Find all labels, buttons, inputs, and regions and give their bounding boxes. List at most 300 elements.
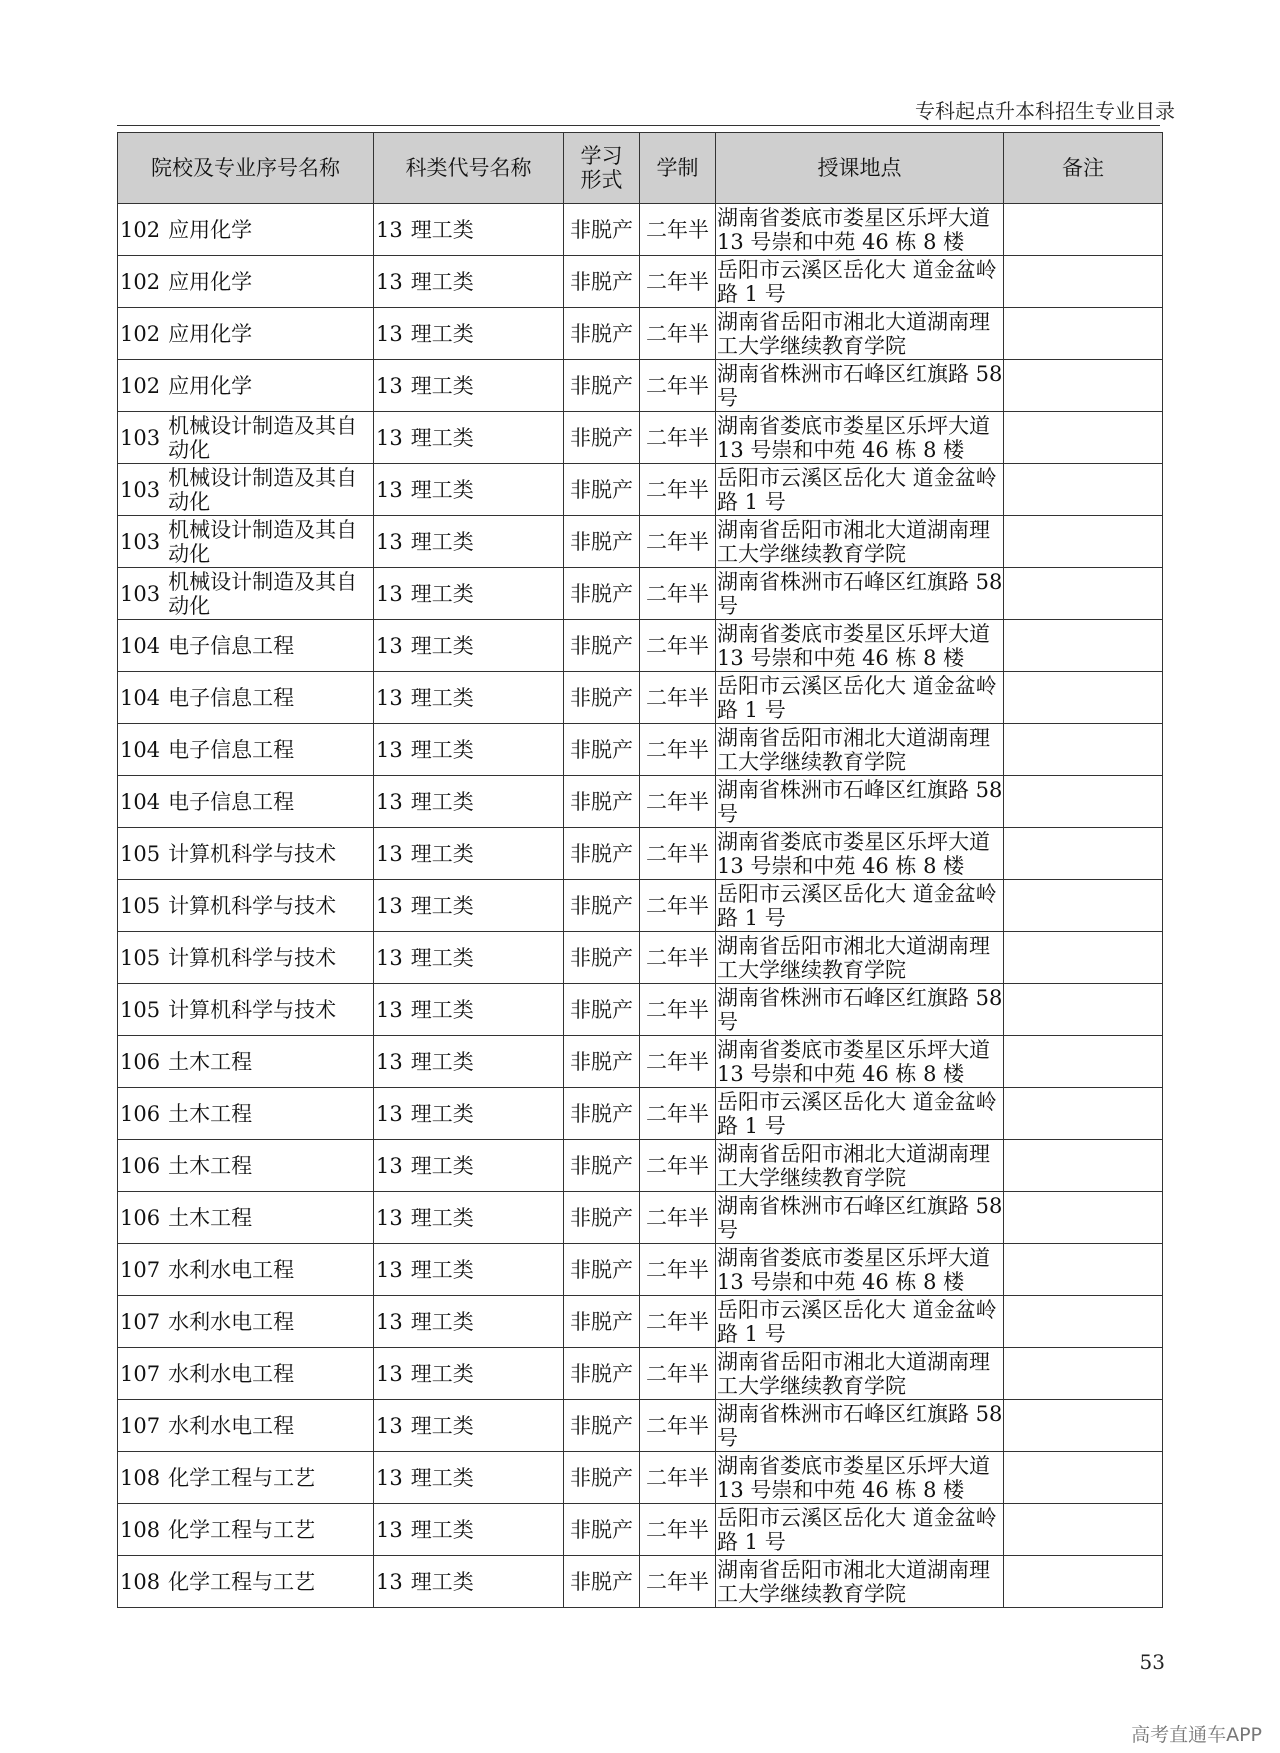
duration: 二年半 [646, 217, 709, 242]
page-header-title: 专科起点升本科招生专业目录 [915, 99, 1175, 123]
duration: 二年半 [646, 789, 709, 814]
major-cell [118, 1452, 374, 1504]
category-cell [374, 308, 564, 360]
table-row [118, 464, 1163, 516]
major-cell [118, 724, 374, 776]
major-name: 应用化学 [168, 217, 253, 242]
major-cell [118, 1348, 374, 1400]
table-row [118, 360, 1163, 412]
study-form-cell [564, 620, 640, 672]
note-cell [1004, 1348, 1163, 1400]
location-cell [716, 776, 1004, 828]
duration: 二年半 [646, 321, 709, 346]
major-number: 107 [120, 1413, 161, 1438]
location: 湖南省株洲市石峰区红旗路 58 号 [717, 1401, 1003, 1450]
category-name: 理工类 [410, 1153, 474, 1178]
major-number: 105 [120, 997, 161, 1022]
major-number: 107 [120, 1361, 161, 1386]
major-name: 计算机科学与技术 [168, 945, 337, 970]
study-form: 非脱产 [570, 841, 633, 866]
category-code: 13 [376, 1049, 403, 1074]
category-code: 13 [376, 1101, 403, 1126]
category-name: 理工类 [410, 1257, 474, 1282]
table-header-row [118, 133, 1163, 204]
duration-cell [640, 1088, 716, 1140]
major-name: 机械设计制造及其自动化 [168, 569, 358, 618]
category-cell [374, 256, 564, 308]
location: 湖南省娄底市娄星区乐坪大道 13 号崇和中苑 46 栋 8 楼 [717, 1453, 990, 1502]
location: 岳阳市云溪区岳化大 道金盆岭路 1 号 [717, 673, 997, 722]
study-form-cell [564, 984, 640, 1036]
major-cell [118, 620, 374, 672]
major-name: 应用化学 [168, 269, 253, 294]
location: 岳阳市云溪区岳化大 道金盆岭路 1 号 [717, 1505, 997, 1554]
category-cell [374, 412, 564, 464]
category-code: 13 [376, 1205, 403, 1230]
duration: 二年半 [646, 1413, 709, 1438]
major-name: 水利水电工程 [168, 1413, 295, 1438]
category-name: 理工类 [410, 945, 474, 970]
location: 湖南省岳阳市湘北大道湖南理工大学继续教育学院 [717, 517, 990, 566]
category-name: 理工类 [410, 529, 474, 554]
major-number: 108 [120, 1465, 161, 1490]
major-cell [118, 1036, 374, 1088]
note-cell [1004, 1192, 1163, 1244]
column-header-location: 授课地点 [716, 133, 1004, 204]
category-cell [374, 1192, 564, 1244]
study-form-cell [564, 516, 640, 568]
study-form: 非脱产 [570, 1049, 633, 1074]
category-code: 13 [376, 685, 403, 710]
location-cell [716, 880, 1004, 932]
category-name: 理工类 [410, 633, 474, 658]
category-cell [374, 1244, 564, 1296]
major-number: 107 [120, 1309, 161, 1334]
major-cell [118, 1088, 374, 1140]
major-name: 电子信息工程 [168, 633, 295, 658]
note-cell [1004, 1504, 1163, 1556]
category-cell [374, 1452, 564, 1504]
category-code: 13 [376, 217, 403, 242]
location-cell [716, 308, 1004, 360]
major-number: 106 [120, 1205, 161, 1230]
duration-cell [640, 464, 716, 516]
study-form-cell [564, 672, 640, 724]
major-number: 102 [120, 269, 161, 294]
category-cell [374, 1036, 564, 1088]
duration: 二年半 [646, 1049, 709, 1074]
category-cell [374, 1556, 564, 1608]
major-cell [118, 308, 374, 360]
major-name: 土木工程 [168, 1049, 253, 1074]
note-cell [1004, 776, 1163, 828]
location: 湖南省岳阳市湘北大道湖南理工大学继续教育学院 [717, 1349, 990, 1398]
category-name: 理工类 [410, 269, 474, 294]
category-cell [374, 464, 564, 516]
category-cell [374, 360, 564, 412]
major-number: 103 [120, 581, 161, 606]
study-form-cell [564, 1296, 640, 1348]
study-form: 非脱产 [570, 789, 633, 814]
category-cell [374, 568, 564, 620]
major-cell [118, 256, 374, 308]
duration-cell [640, 828, 716, 880]
table-row [118, 568, 1163, 620]
major-cell [118, 880, 374, 932]
location-cell [716, 984, 1004, 1036]
location: 湖南省娄底市娄星区乐坪大道 13 号崇和中苑 46 栋 8 楼 [717, 1245, 990, 1294]
category-cell [374, 620, 564, 672]
major-name: 化学工程与工艺 [168, 1465, 316, 1490]
study-form: 非脱产 [570, 1309, 633, 1334]
duration: 二年半 [646, 945, 709, 970]
major-cell [118, 568, 374, 620]
duration: 二年半 [646, 841, 709, 866]
duration: 二年半 [646, 1465, 709, 1490]
note-cell [1004, 1556, 1163, 1608]
major-number: 108 [120, 1569, 161, 1594]
duration: 二年半 [646, 685, 709, 710]
major-cell [118, 1244, 374, 1296]
table-row [118, 308, 1163, 360]
category-name: 理工类 [410, 1205, 474, 1230]
study-form: 非脱产 [570, 893, 633, 918]
duration-cell [640, 1140, 716, 1192]
watermark: 高考直通车APP [1131, 1724, 1262, 1746]
study-form: 非脱产 [570, 477, 633, 502]
study-form: 非脱产 [570, 321, 633, 346]
note-cell [1004, 724, 1163, 776]
location-cell [716, 932, 1004, 984]
major-cell [118, 828, 374, 880]
duration: 二年半 [646, 737, 709, 762]
location-cell [716, 1452, 1004, 1504]
category-cell [374, 516, 564, 568]
major-number: 104 [120, 789, 161, 814]
location-cell [716, 360, 1004, 412]
major-cell [118, 1140, 374, 1192]
major-name: 应用化学 [168, 373, 253, 398]
duration: 二年半 [646, 1517, 709, 1542]
major-name: 计算机科学与技术 [168, 841, 337, 866]
category-cell [374, 1296, 564, 1348]
note-cell [1004, 880, 1163, 932]
category-name: 理工类 [410, 1361, 474, 1386]
location: 湖南省岳阳市湘北大道湖南理工大学继续教育学院 [717, 309, 990, 358]
study-form-cell [564, 464, 640, 516]
study-form: 非脱产 [570, 737, 633, 762]
category-name: 理工类 [410, 685, 474, 710]
duration: 二年半 [646, 373, 709, 398]
major-name: 电子信息工程 [168, 789, 295, 814]
location: 湖南省娄底市娄星区乐坪大道 13 号崇和中苑 46 栋 8 楼 [717, 413, 990, 462]
duration-cell [640, 672, 716, 724]
location-cell [716, 516, 1004, 568]
major-number: 105 [120, 945, 161, 970]
location: 湖南省岳阳市湘北大道湖南理工大学继续教育学院 [717, 1141, 990, 1190]
major-number: 102 [120, 321, 161, 346]
category-name: 理工类 [410, 737, 474, 762]
category-code: 13 [376, 737, 403, 762]
study-form-cell [564, 1348, 640, 1400]
study-form-cell [564, 1556, 640, 1608]
study-form: 非脱产 [570, 373, 633, 398]
table-row [118, 932, 1163, 984]
column-header-study-form: 学习形式 [564, 133, 640, 204]
duration: 二年半 [646, 529, 709, 554]
study-form: 非脱产 [570, 1153, 633, 1178]
major-cell [118, 672, 374, 724]
duration-cell [640, 880, 716, 932]
study-form: 非脱产 [570, 269, 633, 294]
duration-cell [640, 1036, 716, 1088]
major-name: 机械设计制造及其自动化 [168, 413, 358, 462]
note-cell [1004, 360, 1163, 412]
category-name: 理工类 [410, 373, 474, 398]
duration-cell [640, 984, 716, 1036]
study-form: 非脱产 [570, 1101, 633, 1126]
note-cell [1004, 620, 1163, 672]
study-form-cell [564, 568, 640, 620]
table-row [118, 828, 1163, 880]
major-number: 102 [120, 217, 161, 242]
major-catalog-table [117, 132, 1163, 1608]
category-code: 13 [376, 841, 403, 866]
location-cell [716, 672, 1004, 724]
note-cell [1004, 828, 1163, 880]
table-row [118, 672, 1163, 724]
category-name: 理工类 [410, 997, 474, 1022]
note-cell [1004, 204, 1163, 256]
major-number: 104 [120, 633, 161, 658]
category-code: 13 [376, 529, 403, 554]
table-row [118, 256, 1163, 308]
location-cell [716, 1556, 1004, 1608]
category-cell [374, 672, 564, 724]
table-row [118, 1452, 1163, 1504]
location: 湖南省株洲市石峰区红旗路 58 号 [717, 985, 1003, 1034]
location: 湖南省株洲市石峰区红旗路 58 号 [717, 569, 1003, 618]
duration: 二年半 [646, 997, 709, 1022]
category-name: 理工类 [410, 789, 474, 814]
duration: 二年半 [646, 1569, 709, 1594]
table-row [118, 1348, 1163, 1400]
major-name: 水利水电工程 [168, 1257, 295, 1282]
location-cell [716, 1348, 1004, 1400]
major-name: 土木工程 [168, 1205, 253, 1230]
table-row [118, 984, 1163, 1036]
major-name: 电子信息工程 [168, 737, 295, 762]
location-cell [716, 620, 1004, 672]
study-form-cell [564, 1504, 640, 1556]
location-cell [716, 828, 1004, 880]
location: 岳阳市云溪区岳化大 道金盆岭路 1 号 [717, 257, 997, 306]
major-name: 应用化学 [168, 321, 253, 346]
table-row [118, 1036, 1163, 1088]
duration-cell [640, 620, 716, 672]
table-row [118, 1192, 1163, 1244]
location-cell [716, 1192, 1004, 1244]
location: 岳阳市云溪区岳化大 道金盆岭路 1 号 [717, 465, 997, 514]
study-form-cell [564, 204, 640, 256]
category-name: 理工类 [410, 1569, 474, 1594]
location-cell [716, 1244, 1004, 1296]
location: 湖南省株洲市石峰区红旗路 58 号 [717, 777, 1003, 826]
duration: 二年半 [646, 1309, 709, 1334]
table-row [118, 1400, 1163, 1452]
major-name: 计算机科学与技术 [168, 893, 337, 918]
duration-cell [640, 412, 716, 464]
category-code: 13 [376, 1257, 403, 1282]
study-form-cell [564, 724, 640, 776]
major-cell [118, 412, 374, 464]
category-code: 13 [376, 945, 403, 970]
study-form-cell [564, 880, 640, 932]
location-cell [716, 464, 1004, 516]
duration: 二年半 [646, 425, 709, 450]
location-cell [716, 256, 1004, 308]
note-cell [1004, 1400, 1163, 1452]
table-body [118, 204, 1163, 1608]
note-cell [1004, 1296, 1163, 1348]
column-header-category: 科类代号名称 [374, 133, 564, 204]
column-header-major: 院校及专业序号名称 [118, 133, 374, 204]
major-number: 102 [120, 373, 161, 398]
duration: 二年半 [646, 633, 709, 658]
study-form-cell [564, 828, 640, 880]
major-name: 机械设计制造及其自动化 [168, 517, 358, 566]
study-form: 非脱产 [570, 1361, 633, 1386]
location: 湖南省岳阳市湘北大道湖南理工大学继续教育学院 [717, 725, 990, 774]
table-row [118, 880, 1163, 932]
category-cell [374, 828, 564, 880]
duration: 二年半 [646, 269, 709, 294]
note-cell [1004, 1452, 1163, 1504]
duration-cell [640, 724, 716, 776]
location-cell [716, 1504, 1004, 1556]
category-cell [374, 1140, 564, 1192]
category-name: 理工类 [410, 1413, 474, 1438]
table-row [118, 776, 1163, 828]
study-form-cell [564, 776, 640, 828]
header-rule [117, 125, 1160, 126]
location-cell [716, 1140, 1004, 1192]
duration: 二年半 [646, 1101, 709, 1126]
duration-cell [640, 308, 716, 360]
major-cell [118, 1296, 374, 1348]
study-form: 非脱产 [570, 1569, 633, 1594]
study-form-cell [564, 1036, 640, 1088]
category-code: 13 [376, 1153, 403, 1178]
major-cell [118, 932, 374, 984]
category-code: 13 [376, 269, 403, 294]
major-cell [118, 464, 374, 516]
note-cell [1004, 672, 1163, 724]
category-cell [374, 1400, 564, 1452]
category-code: 13 [376, 893, 403, 918]
location: 湖南省娄底市娄星区乐坪大道 13 号崇和中苑 46 栋 8 楼 [717, 205, 990, 254]
major-cell [118, 776, 374, 828]
location: 岳阳市云溪区岳化大 道金盆岭路 1 号 [717, 1089, 997, 1138]
category-cell [374, 776, 564, 828]
location-cell [716, 1296, 1004, 1348]
table-row [118, 1504, 1163, 1556]
table-row [118, 1296, 1163, 1348]
category-code: 13 [376, 1465, 403, 1490]
category-name: 理工类 [410, 1049, 474, 1074]
category-name: 理工类 [410, 321, 474, 346]
category-cell [374, 204, 564, 256]
note-cell [1004, 568, 1163, 620]
column-header-duration: 学制 [640, 133, 716, 204]
note-cell [1004, 932, 1163, 984]
study-form-cell [564, 1244, 640, 1296]
study-form: 非脱产 [570, 1205, 633, 1230]
note-cell [1004, 1088, 1163, 1140]
category-code: 13 [376, 321, 403, 346]
major-name: 机械设计制造及其自动化 [168, 465, 358, 514]
study-form-cell [564, 1192, 640, 1244]
category-cell [374, 1348, 564, 1400]
location-cell [716, 204, 1004, 256]
major-cell [118, 1556, 374, 1608]
study-form-cell [564, 1452, 640, 1504]
major-name: 化学工程与工艺 [168, 1517, 316, 1542]
location-cell [716, 1400, 1004, 1452]
location-cell [716, 1088, 1004, 1140]
location: 岳阳市云溪区岳化大 道金盆岭路 1 号 [717, 881, 997, 930]
category-name: 理工类 [410, 425, 474, 450]
major-name: 土木工程 [168, 1101, 253, 1126]
major-number: 103 [120, 477, 161, 502]
study-form-cell [564, 360, 640, 412]
location: 湖南省娄底市娄星区乐坪大道 13 号崇和中苑 46 栋 8 楼 [717, 1037, 990, 1086]
note-cell [1004, 1036, 1163, 1088]
major-number: 105 [120, 893, 161, 918]
major-cell [118, 1400, 374, 1452]
major-name: 土木工程 [168, 1153, 253, 1178]
location-cell [716, 1036, 1004, 1088]
study-form: 非脱产 [570, 529, 633, 554]
category-code: 13 [376, 1569, 403, 1594]
category-name: 理工类 [410, 581, 474, 606]
study-form: 非脱产 [570, 1257, 633, 1282]
category-cell [374, 724, 564, 776]
category-name: 理工类 [410, 477, 474, 502]
location-cell [716, 568, 1004, 620]
duration-cell [640, 360, 716, 412]
note-cell [1004, 412, 1163, 464]
note-cell [1004, 516, 1163, 568]
note-cell [1004, 984, 1163, 1036]
location: 湖南省岳阳市湘北大道湖南理工大学继续教育学院 [717, 933, 990, 982]
major-name: 化学工程与工艺 [168, 1569, 316, 1594]
note-cell [1004, 1244, 1163, 1296]
major-name: 水利水电工程 [168, 1309, 295, 1334]
location: 湖南省株洲市石峰区红旗路 58 号 [717, 1193, 1003, 1242]
table-row [118, 516, 1163, 568]
page-number: 53 [1139, 1650, 1165, 1674]
table-row [118, 1088, 1163, 1140]
major-cell [118, 1504, 374, 1556]
category-code: 13 [376, 425, 403, 450]
study-form-cell [564, 932, 640, 984]
major-number: 104 [120, 685, 161, 710]
major-cell [118, 1192, 374, 1244]
major-number: 106 [120, 1049, 161, 1074]
duration: 二年半 [646, 1153, 709, 1178]
location: 湖南省株洲市石峰区红旗路 58 号 [717, 361, 1003, 410]
